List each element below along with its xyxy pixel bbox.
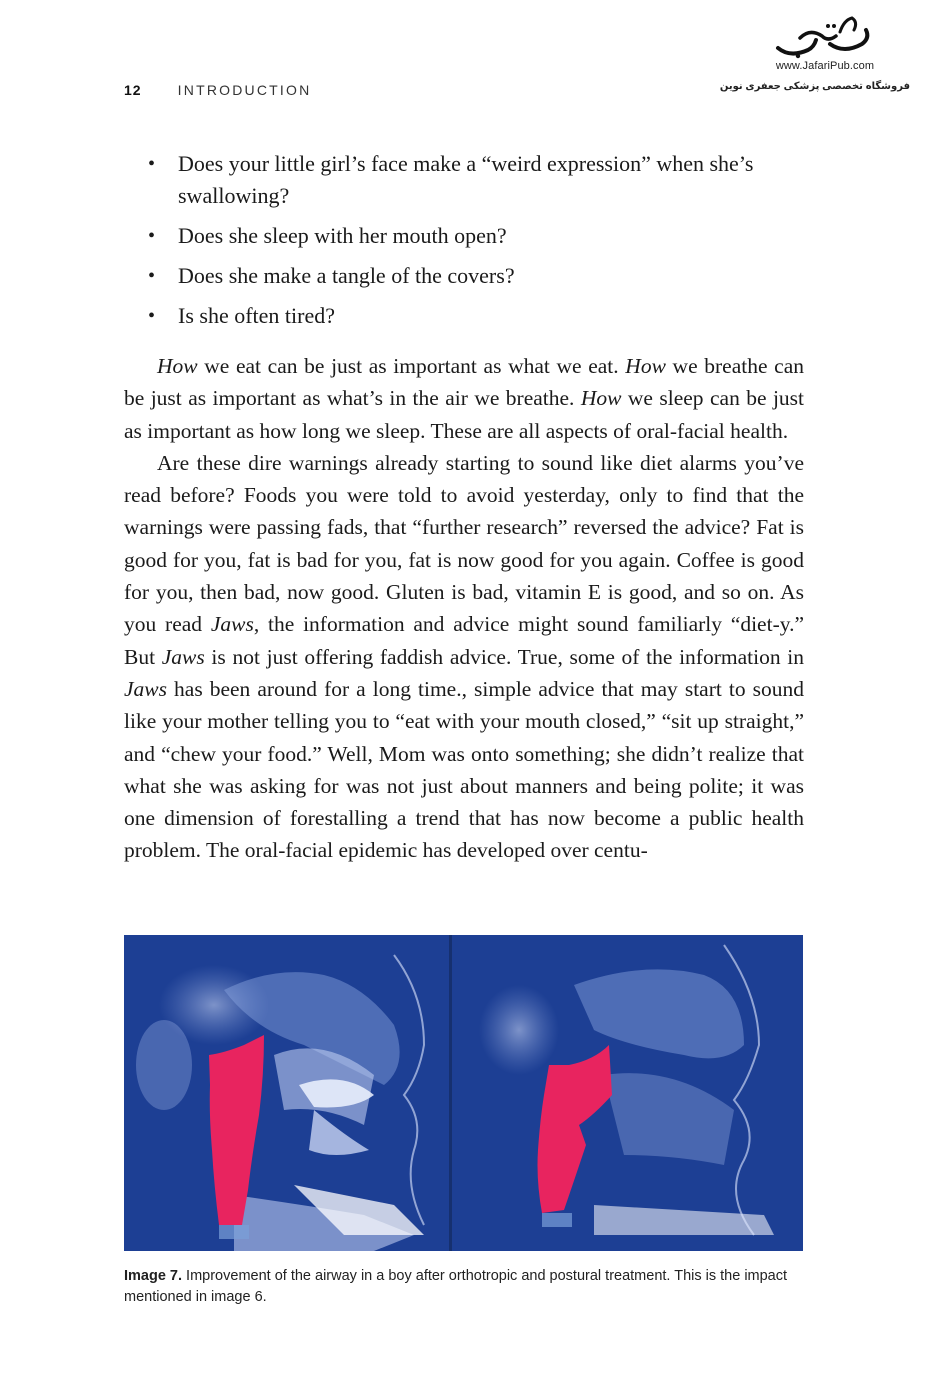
emphasis: How — [580, 386, 622, 411]
paragraph — [124, 447, 804, 867]
paragraph — [124, 350, 804, 447]
list-item: • Does your little girl’s face make a “weird expression” when she’s swallowing? — [148, 148, 808, 212]
text-run: Are these dire warnings already starting to sound like diet alarms you’ve read before? Foods you were told to avoid yesterday, only to find that the warnings were passing fads, that “further research” reversed the advice? Fat is good for you, fat is bad for you, fat is now good for you again. Coffee is good for you, then bad, now good. Gluten is bad, vitamin E is good, and so on. As you read — [124, 450, 804, 637]
running-head — [124, 82, 311, 102]
text-run: , the information and advice might sound familiarly “diet-y.” But — [124, 612, 804, 669]
text-run: has been around for a long time., simple advice that may start to sound like your mother telling you to “eat with your mouth closed,” “sit up straight,” and “chew your food.” Well, Mom was onto something; she didn’t realize that what she was asking for was not just about manners and being polite; it was one dimension of forestalling a trend that has now become a public health problem. The oral-facial epidemic has developed over centu- — [124, 676, 804, 863]
text-run: we sleep can be just as important as how long we sleep. These are all aspects of oral-facial health. — [124, 386, 805, 443]
calligraphy-logo-icon — [770, 14, 880, 60]
text-run: is not just offering faddish advice. True, some of the information in — [204, 644, 804, 669]
page-number: 12 — [124, 82, 142, 98]
caption-label: Image 7. — [124, 1268, 183, 1284]
book-title: Jaws — [124, 676, 167, 701]
body-text — [124, 350, 804, 867]
book-title: Jaws — [210, 612, 254, 637]
text-run: we breathe can be just as important as what’s in the air we breathe. — [124, 354, 804, 411]
list-item: • Does she make a tangle of the covers? — [148, 260, 808, 292]
caption-text: Improvement of the airway in a boy after orthotropic and postural treatment. This is the impact mentioned in image 6. — [124, 1268, 788, 1305]
list-item: • Is she often tired? — [148, 300, 808, 332]
section-name: INTRODUCTION — [177, 82, 312, 98]
list-item: • Does she sleep with her mouth open? — [148, 220, 808, 252]
emphasis: How — [157, 354, 198, 378]
publisher-url[interactable]: www.JafariPub.com — [775, 60, 875, 72]
book-title: Jaws — [161, 644, 205, 669]
figure-caption — [124, 1266, 804, 1308]
emphasis: How — [625, 354, 666, 378]
publisher-logo — [719, 14, 910, 92]
text-run: we eat can be just as important as what we eat. — [197, 354, 626, 378]
xray-illustration — [124, 935, 803, 1251]
xray-figure — [124, 935, 803, 1251]
publisher-name: فروشگاه تخصصی پزشکی جعفری نوین — [719, 81, 910, 92]
question-list — [148, 148, 808, 340]
